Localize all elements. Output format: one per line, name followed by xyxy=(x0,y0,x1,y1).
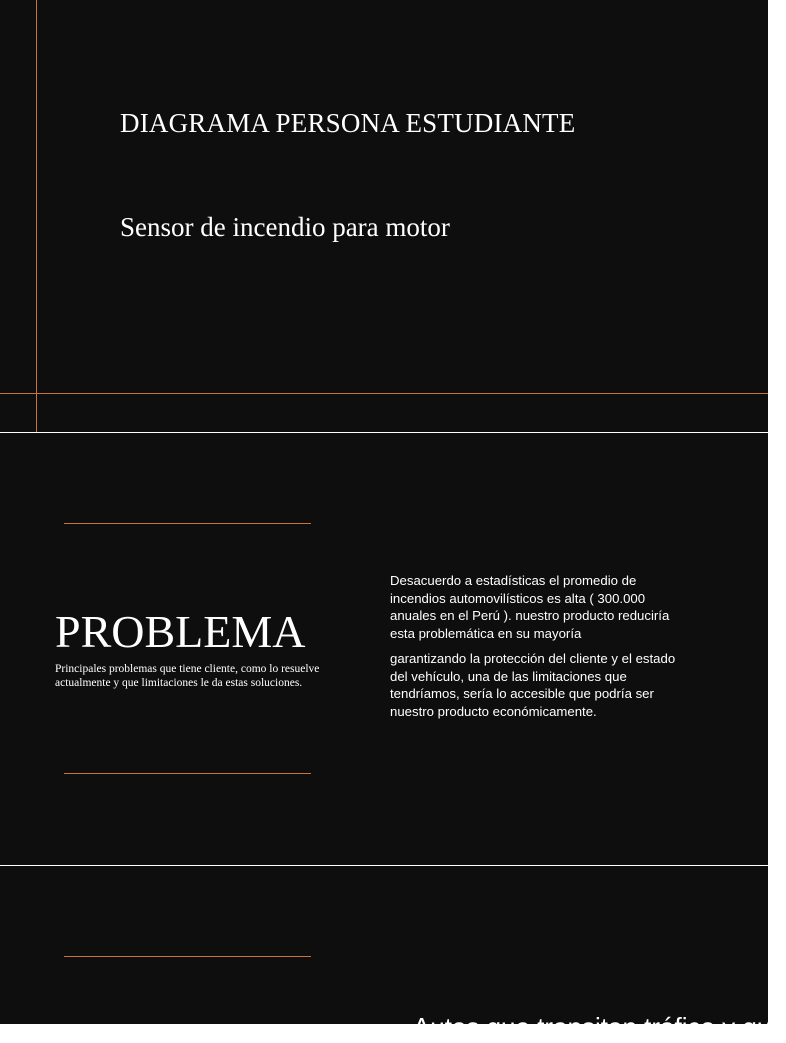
third-slide xyxy=(0,866,786,1042)
top-accent-line xyxy=(64,523,311,524)
problem-paragraph-2: garantizando la protección del cliente y el estado del vehículo, una de las limitaciones que tendríamos, sería lo accesible que podría ser nuestro producto económicamente. xyxy=(390,651,676,719)
bottom-accent-line xyxy=(64,773,311,774)
horizontal-accent-line xyxy=(0,393,768,394)
vertical-accent-line xyxy=(36,0,37,432)
top-accent-line xyxy=(64,956,311,957)
bullet-text: • Autos que transitan tráfico y que xyxy=(398,1012,786,1042)
problem-paragraph-1: Desacuerdo a estadísticas el promedio de incendios automovilísticos es alta ( 300.000 anuales en el Perú ). nuestro producto reduciría esta problemática en su mayoría xyxy=(390,573,670,641)
slide-subtitle: Sensor de incendio para motor xyxy=(120,212,450,242)
problem-subheading: Principales problemas que tiene cliente, como lo resuelve actualmente y que limitaciones le da estas soluciones. xyxy=(55,663,320,689)
problem-heading: PROBLEMA xyxy=(55,606,306,657)
title-slide xyxy=(0,0,768,432)
slide-title: DIAGRAMA PERSONA ESTUDIANTE xyxy=(120,108,576,138)
problem-slide xyxy=(0,433,768,865)
